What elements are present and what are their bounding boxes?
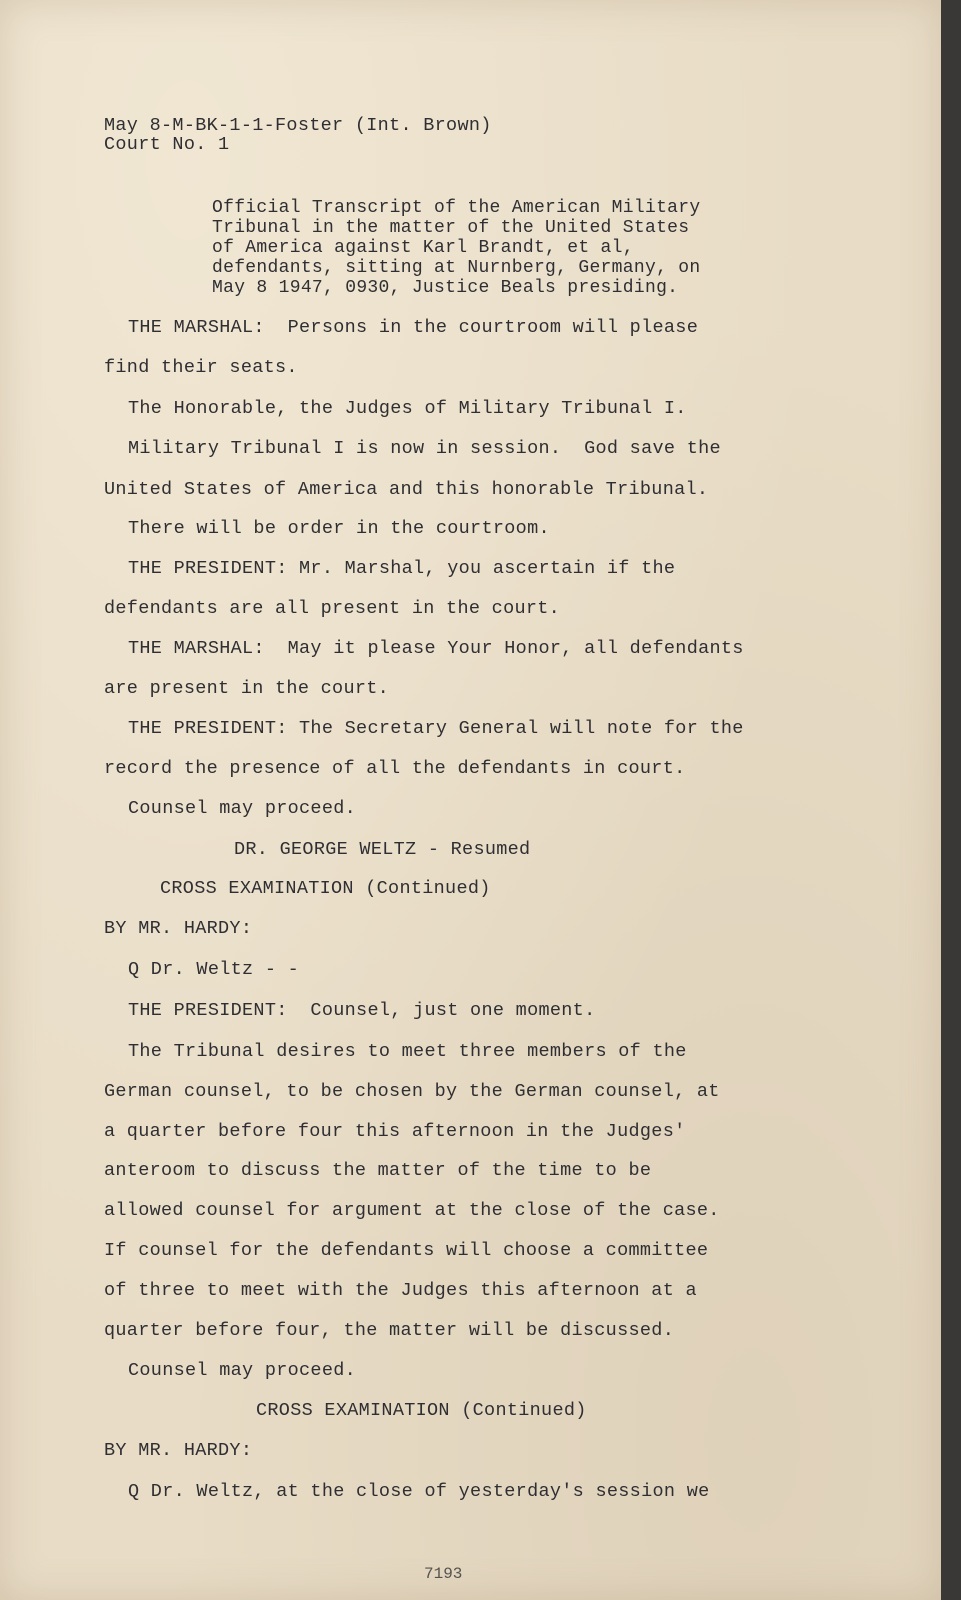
transcript-line: German counsel, to be chosen by the German counsel, at — [104, 1081, 720, 1102]
witness-heading: DR. GEORGE WELTZ - Resumed — [234, 839, 531, 860]
header-line-2: Court No. 1 — [104, 134, 230, 155]
transcript-line: a quarter before four this afternoon in the Judges' — [104, 1121, 686, 1142]
header-line-1: May 8-M-BK-1-1-Foster (Int. Brown) — [104, 115, 492, 136]
page-number: 7193 — [424, 1565, 463, 1583]
transcript-line: THE MARSHAL: May it please Your Honor, all defendants — [128, 638, 744, 659]
transcript-line: of three to meet with the Judges this afternoon at a — [104, 1280, 697, 1301]
transcript-line: are present in the court. — [104, 678, 390, 699]
examiner-line: BY MR. HARDY: — [104, 1440, 253, 1461]
transcript-line: quarter before four, the matter will be discussed. — [104, 1320, 675, 1341]
transcript-line: find their seats. — [104, 357, 298, 378]
transcript-line: United States of America and this honorable Tribunal. — [104, 479, 709, 500]
transcript-line: record the presence of all the defendants in court. — [104, 758, 686, 779]
examiner-line: BY MR. HARDY: — [104, 918, 253, 939]
question-line: Q Dr. Weltz - - — [128, 959, 300, 980]
caption-line: May 8 1947, 0930, Justice Beals presiding. — [212, 278, 679, 298]
transcript-line: defendants are all present in the court. — [104, 598, 561, 619]
transcript-line: THE PRESIDENT: Mr. Marshal, you ascertain if the — [128, 558, 676, 579]
caption-line: of America against Karl Brandt, et al, — [212, 238, 634, 258]
transcript-line: The Honorable, the Judges of Military Tribunal I. — [128, 398, 687, 419]
transcript-line: Military Tribunal I is now in session. God save the — [128, 438, 721, 459]
transcript-line: If counsel for the defendants will choose a committee — [104, 1240, 709, 1261]
transcript-line: anteroom to discuss the matter of the time to be — [104, 1160, 652, 1181]
scan-edge — [941, 0, 961, 1600]
caption-line: defendants, sitting at Nurnberg, Germany, on — [212, 258, 701, 278]
transcript-line: THE PRESIDENT: The Secretary General will note for the — [128, 718, 744, 739]
question-line: Q Dr. Weltz, at the close of yesterday's session we — [128, 1481, 710, 1502]
transcript-line: The Tribunal desires to meet three members of the — [128, 1041, 687, 1062]
transcript-line: There will be order in the courtroom. — [128, 518, 550, 539]
transcript-line: Counsel may proceed. — [128, 1360, 357, 1381]
caption-line: Tribunal in the matter of the United States — [212, 218, 690, 238]
transcript-line: THE MARSHAL: Persons in the courtroom will please — [128, 317, 699, 338]
section-heading: CROSS EXAMINATION (Continued) — [160, 878, 491, 899]
section-heading: CROSS EXAMINATION (Continued) — [256, 1400, 587, 1421]
caption-line: Official Transcript of the American Military — [212, 198, 701, 218]
transcript-line: Counsel may proceed. — [128, 798, 357, 819]
transcript-line: allowed counsel for argument at the close of the case. — [104, 1200, 720, 1221]
transcript-line: THE PRESIDENT: Counsel, just one moment. — [128, 1000, 596, 1021]
